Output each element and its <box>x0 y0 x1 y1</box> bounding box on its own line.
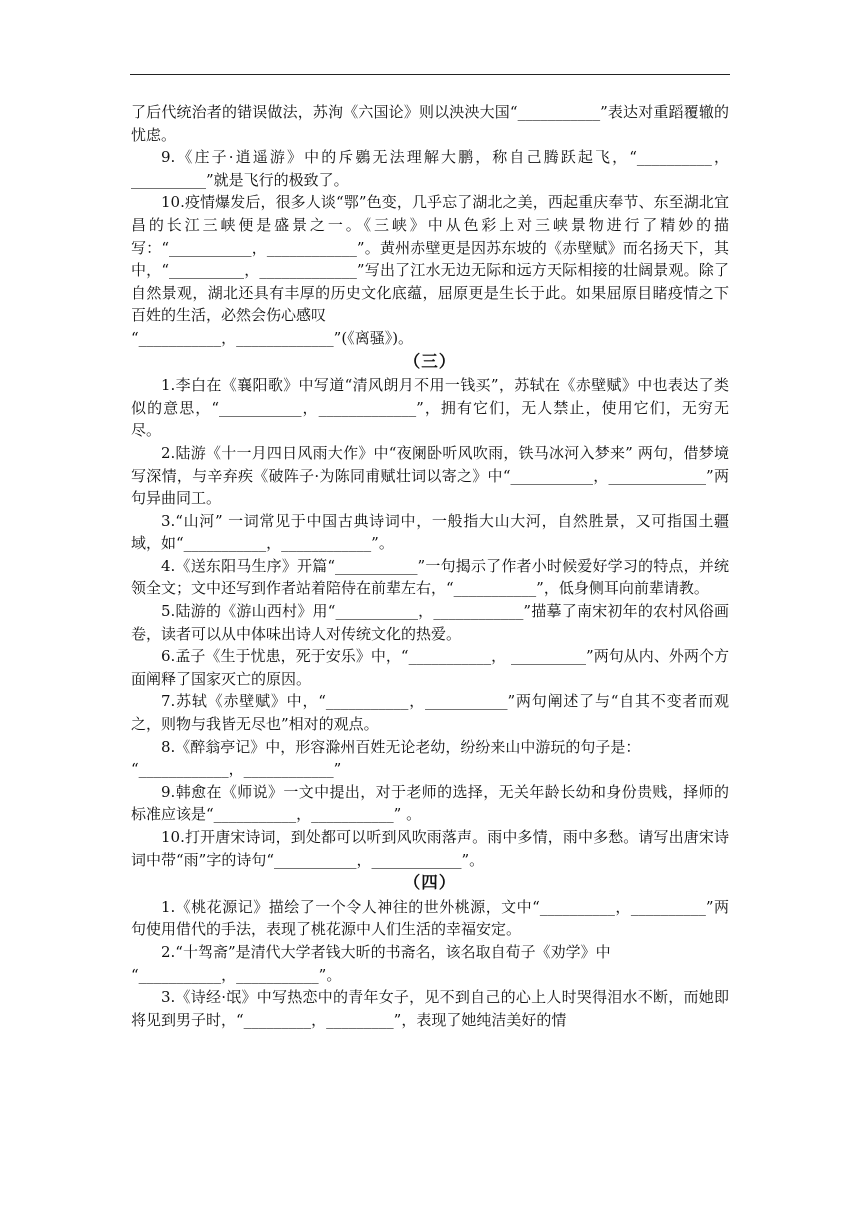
question-4-songdongyang: 4.《送东阳马生序》开篇“___________”一句揭示了作者小时候爱好学习的特点，并统领全文；文中还写到作者站着陪侍在前辈左右，“___________”，低身侧耳向前辈请教。 <box>131 556 729 598</box>
question-3-shijing-meng: 3.《诗经·氓》中写热恋中的青年女子，见不到自己的心上人时哭得泪水不断，而她即将见到男子时，“_________，_________”，表现了她纯洁美好的情 <box>131 988 729 1029</box>
section-heading-3: （三） <box>403 351 457 371</box>
question-9-shishuo: 9.韩愈在《师说》一文中提出，对于老师的选择，无关年龄长幼和身份贵贱，择师的标准应该是“___________，___________” 。 <box>131 782 729 824</box>
question-9-zhuangzi: 9.《庄子·逍遥游》中的斥鷃无法理解大鹏，称自己腾跃起飞，“__________，__________”就是飞行的极致了。 <box>131 148 729 189</box>
question-2-answer-line: “___________，___________”。 <box>131 965 342 984</box>
question-10-hubei: 10.疫情爆发后，很多人谈“鄂”色变，几乎忘了湖北之美，西起重庆奉节、东至湖北宜昌的长江三峡便是盛景之一。《三峡》中从色彩上对三峡景物进行了精妙的描写：“___________，____________”。黄州赤壁更是因苏东坡的《赤壁赋》而名扬天下，其中，“__________，_____________”写出了江水无边无际和远方天际相接的壮阔景观。除了自然景观，湖北还具有丰厚的历史文化底蕴，屈原更是生长于此。如果屈原目睹疫情之下百姓的生活，必然会伤心感叹 <box>131 193 729 325</box>
question-10-continuation: “___________，_____________”(《离骚》)。 <box>131 328 414 347</box>
question-5-youshanxicun: 5.陆游的《游山西村》用“___________，____________”描摹了南宋初年的农村风俗画卷，读者可以从中体味出诗人对传统文化的热爱。 <box>131 602 729 643</box>
paragraph-continuation: 了后代统治者的错误做法，苏洵《六国论》则以泱泱大国“___________”表达对重蹈覆辙的忧虑。 <box>131 103 729 144</box>
document-body <box>131 101 729 1031</box>
question-7-chibifu: 7.苏轼《赤壁赋》中，“___________，___________”两句阐述了与“自其不变者而观之，则物与我皆无尽也”相对的观点。 <box>131 692 729 734</box>
question-2-shijiazhai: 2.“十驾斋”是清代大学者钱大昕的书斋名，该名取自荀子《劝学》中 <box>161 942 611 961</box>
question-10-rain: 10.打开唐宋诗词，到处都可以听到风吹雨落声。雨中多情，雨中多愁。请写出唐宋诗词中带“雨”字的诗句“___________，____________”。 <box>131 828 729 869</box>
question-1-libai: 1.李白在《襄阳歌》中写道“清风朗月不用一钱买”，苏轼在《赤壁赋》中也表达了类似的意思，“___________，_____________”，拥有它们，无人禁止，使用它们，无穷无尽。 <box>131 376 729 440</box>
question-2-luyou: 2.陆游《十一月四日风雨大作》中“夜阑卧听风吹雨，铁马冰河入梦来” 两句，借梦境写深情，与辛弃疾《破阵子·为陈同甫赋壮词以寄之》中“___________，_____________”两句异曲同工。 <box>131 443 729 508</box>
question-3-shanhe: 3.“山河” 一词常见于中国古典诗词中，一般指大山大河，自然胜景，又可指国土疆 域，如“___________，____________”。 <box>131 511 729 553</box>
question-6-mengzi: 6.孟子《生于忧患，死于安乐》中，“___________， __________”两句从内、外两个方面阐释了国家灭亡的原因。 <box>131 647 729 688</box>
question-1-taohuayuan: 1.《桃花源记》描绘了一个令人神往的世外桃源，文中“__________，__________”两句使用借代的手法，表现了桃花源中人们生活的幸福安定。 <box>131 897 729 939</box>
question-8-answer-line: “____________，____________” <box>131 760 342 779</box>
section-heading-4: （四） <box>403 873 457 893</box>
header-rule <box>130 74 730 75</box>
question-8-zuiwengting: 8.《醉翁亭记》中，形容滁州百姓无论老幼，纷纷来山中游玩的句子是： <box>161 737 641 756</box>
